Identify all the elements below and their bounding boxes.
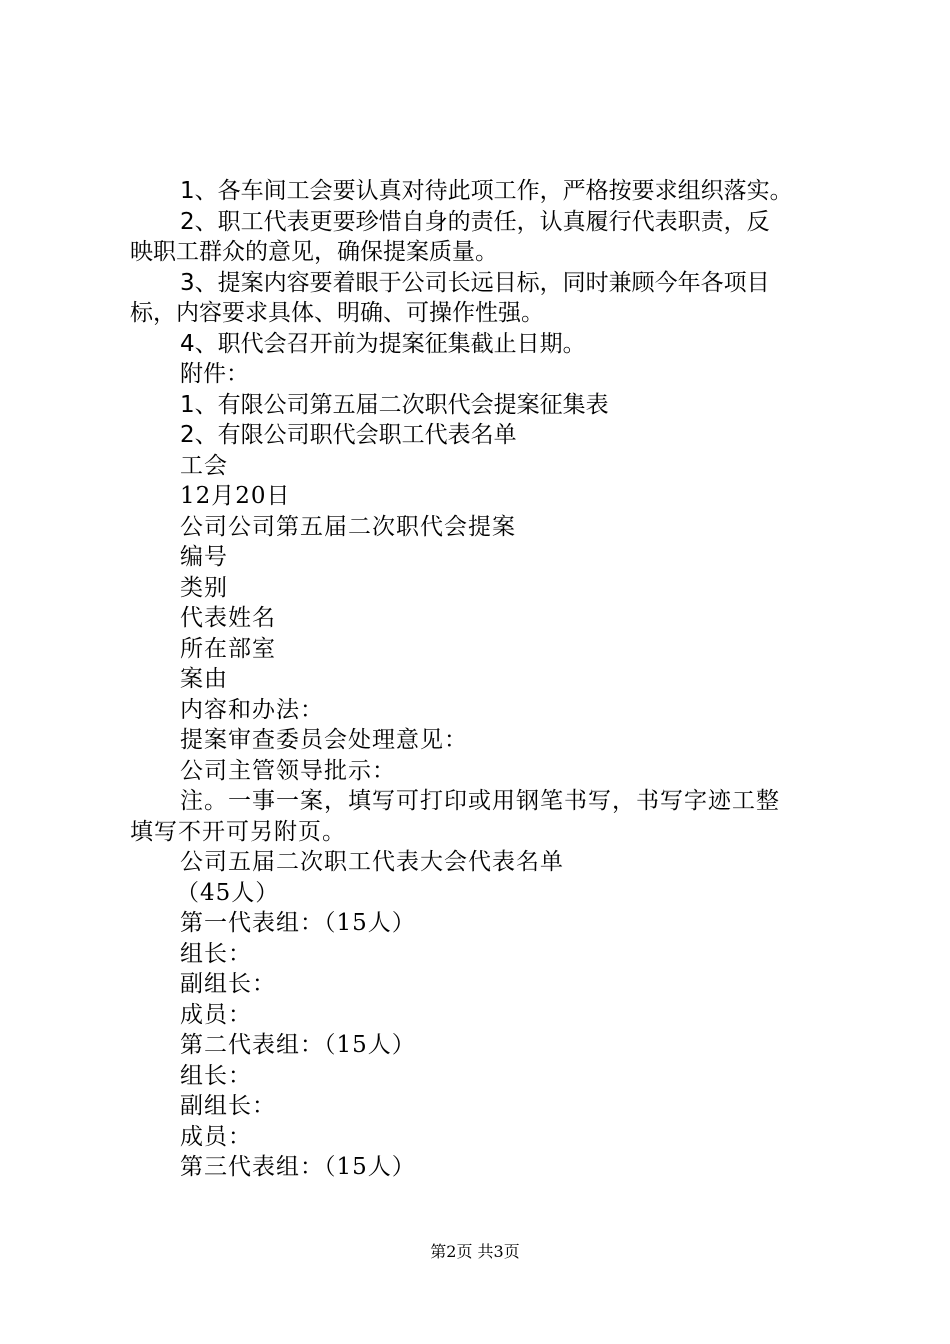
- text-line: 公司五届二次职工代表大会代表名单: [180, 849, 564, 875]
- text-line: 第一代表组：（15人）: [180, 910, 416, 936]
- text-line: 组长：: [180, 941, 252, 967]
- text-line: 3、提案内容要着眼于公司长远目标，同时兼顾今年各项目: [180, 270, 770, 296]
- text-line: 第三代表组：（15人）: [180, 1154, 416, 1180]
- text-line: 公司公司第五届二次职代会提案: [180, 514, 516, 540]
- text-line: 1、有限公司第五届二次职代会提案征集表: [180, 392, 609, 418]
- page-number-footer: 第2页 共3页: [430, 1242, 520, 1261]
- text-line: 映职工群众的意见，确保提案质量。: [130, 239, 498, 265]
- text-line: 填写不开可另附页。: [130, 819, 346, 845]
- text-line: 注。一事一案，填写可打印或用钢笔书写，书写字迹工整: [180, 788, 780, 814]
- text-line: 成员：: [180, 1002, 252, 1028]
- text-line: 第二代表组：（15人）: [180, 1032, 416, 1058]
- text-line: 标，内容要求具体、明确、可操作性强。: [130, 300, 544, 326]
- text-line: 副组长：: [180, 971, 276, 997]
- text-line: 内容和办法：: [180, 697, 324, 723]
- text-line: 所在部室: [180, 636, 276, 662]
- text-line: 4、职代会召开前为提案征集截止日期。: [180, 331, 586, 357]
- text-line: 副组长：: [180, 1093, 276, 1119]
- text-line: 编号: [180, 544, 228, 570]
- text-line: 工会: [180, 453, 228, 479]
- text-line: 附件：: [180, 361, 249, 387]
- text-line: 提案审查委员会处理意见：: [180, 727, 468, 753]
- text-line: 类别: [180, 575, 228, 601]
- text-line: （45人）: [176, 880, 280, 906]
- text-line: 2、职工代表更要珍惜自身的责任，认真履行代表职责，反: [180, 209, 770, 235]
- text-line: 案由: [180, 666, 228, 692]
- text-line: 代表姓名: [180, 605, 276, 631]
- text-line: 公司主管领导批示：: [180, 758, 396, 784]
- text-line: 2、有限公司职代会职工代表名单: [180, 422, 517, 448]
- text-line: 组长：: [180, 1063, 252, 1089]
- text-line: 12月20日: [180, 483, 291, 509]
- text-line: 1、各车间工会要认真对待此项工作，严格按要求组织落实。: [180, 178, 793, 204]
- text-line: 成员：: [180, 1124, 252, 1150]
